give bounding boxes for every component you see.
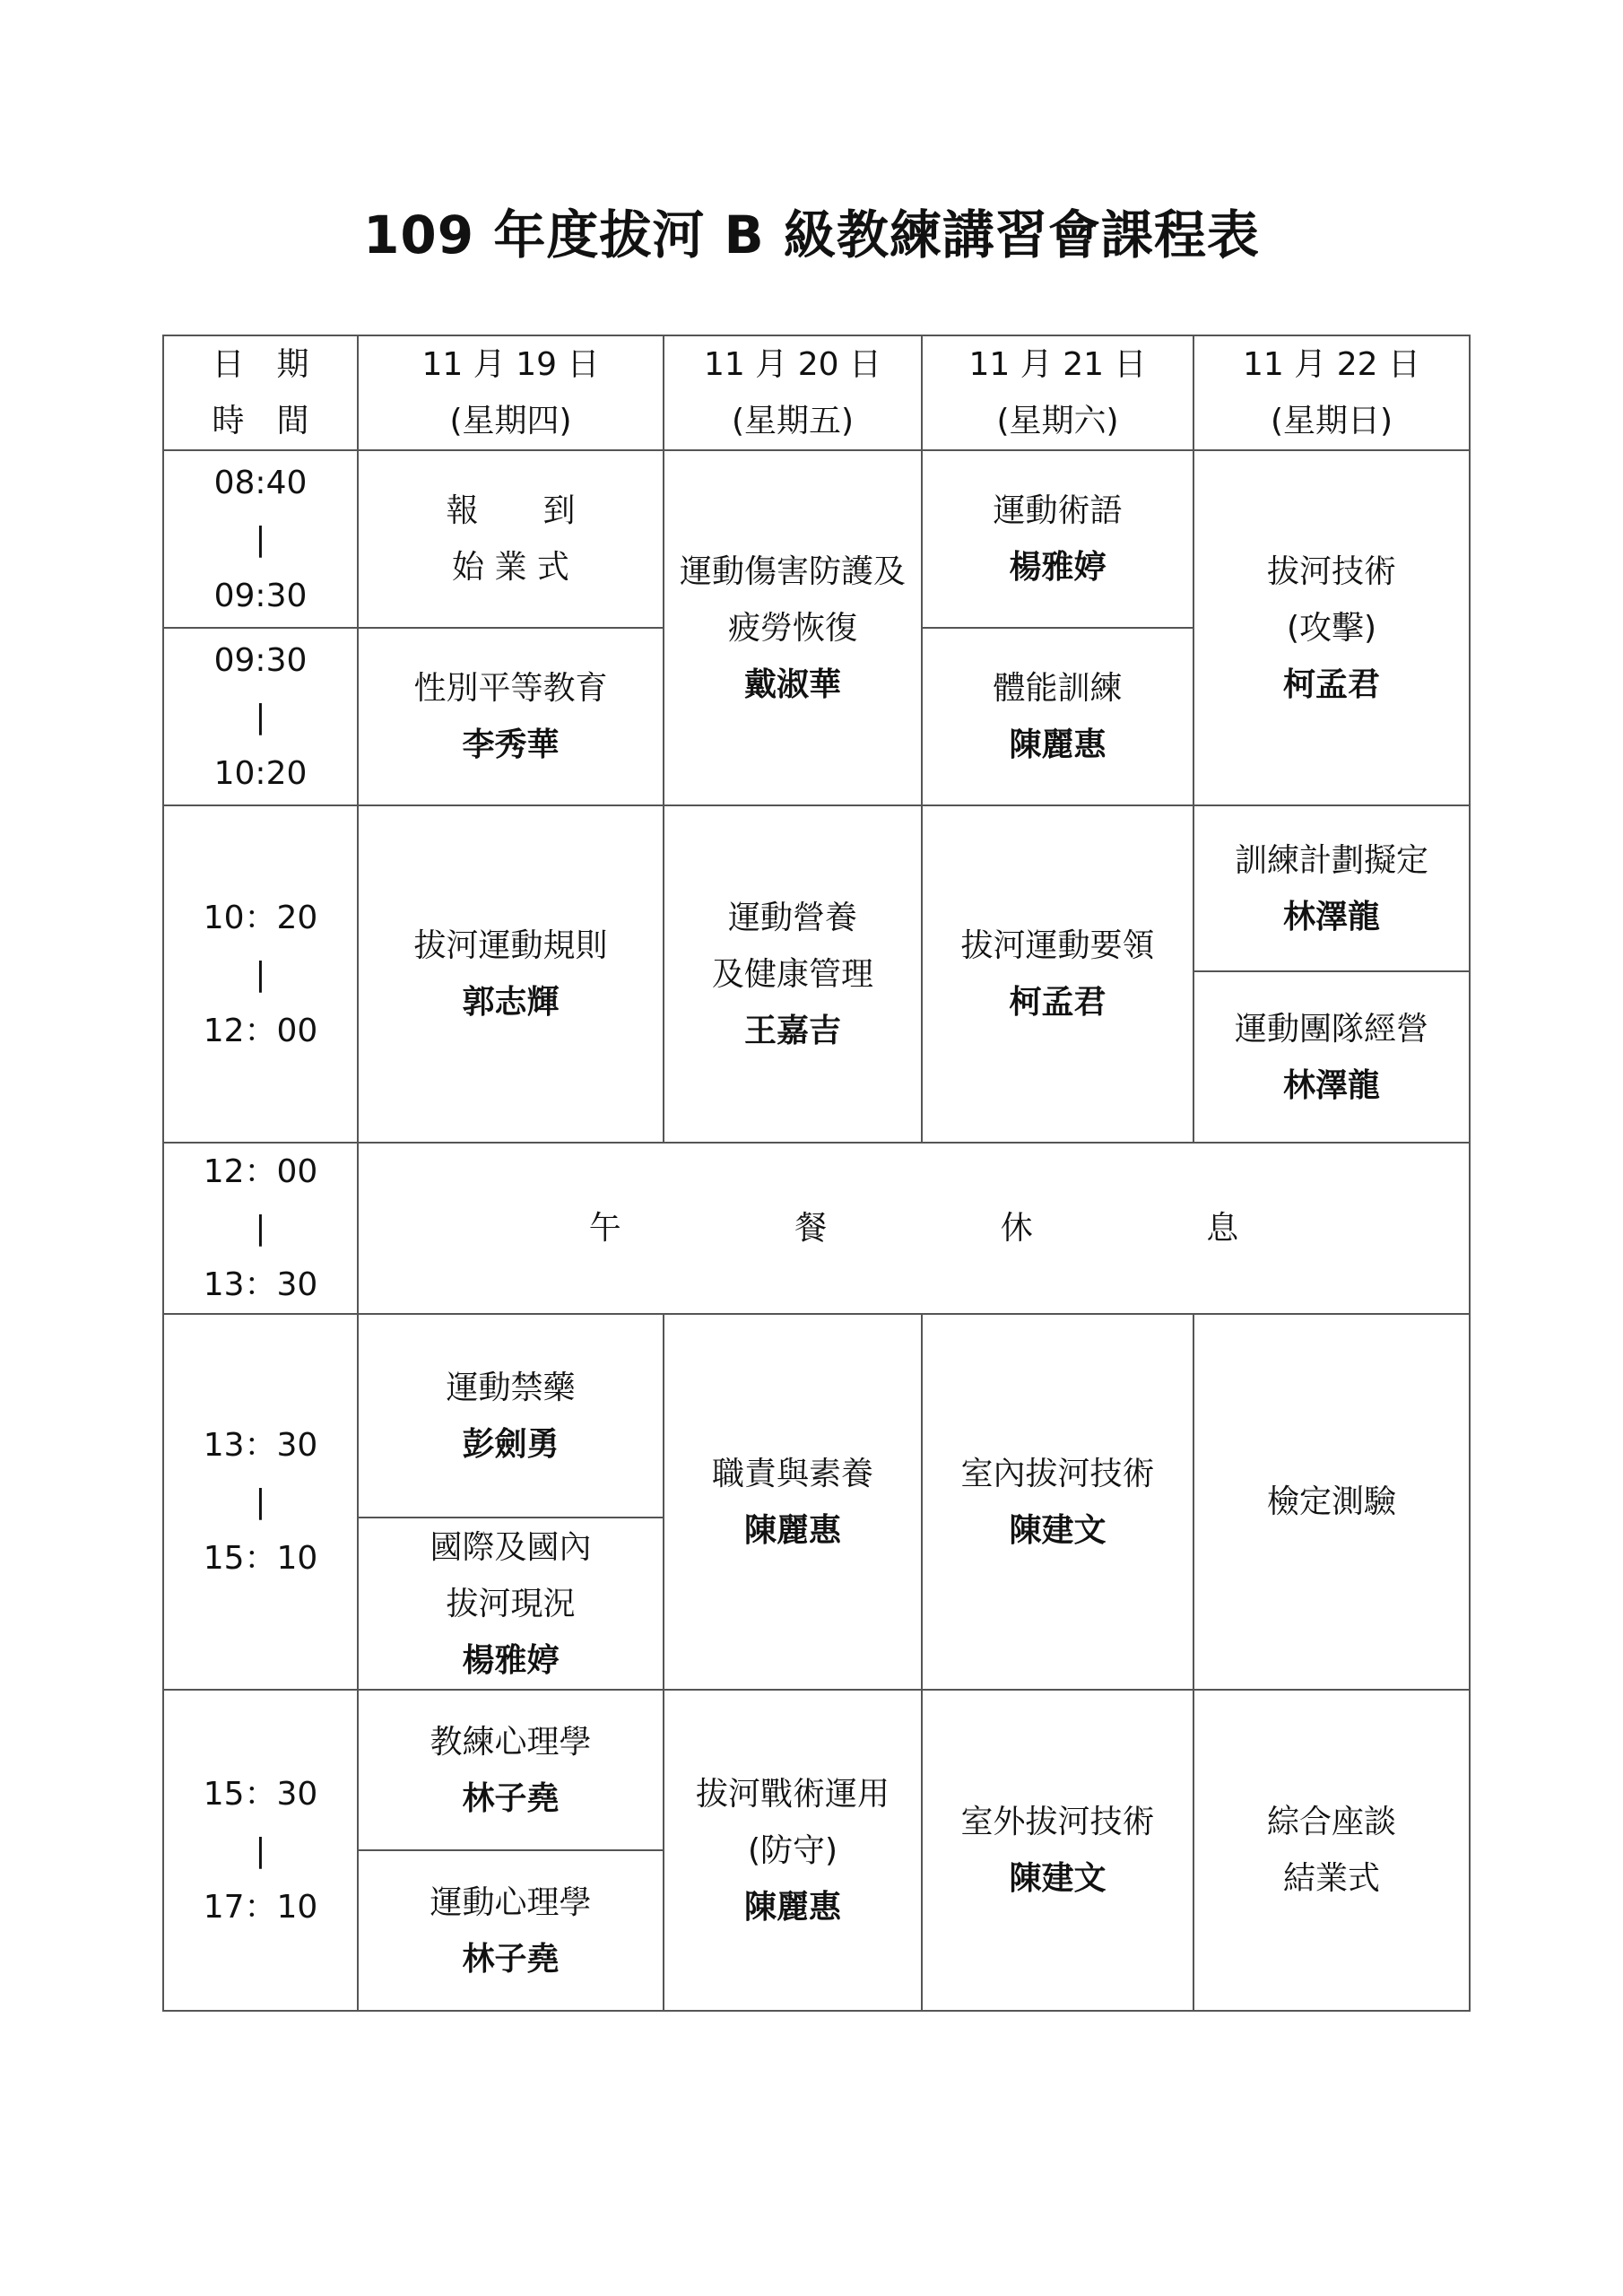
header-row <box>163 335 1470 450</box>
session-cell: 運動營養 及健康管理 王嘉吉 <box>664 805 922 1143</box>
corner-cell: 日 期 時 間 <box>163 335 358 450</box>
time-cell: 10：20 | 12：00 <box>163 805 358 1143</box>
teacher-name: 林澤龍 <box>1282 898 1380 935</box>
session-cell: 拔河運動要領 柯孟君 <box>922 805 1193 1143</box>
teacher-name: 陳麗惠 <box>743 1511 841 1549</box>
time-cell: 08:40 | 09:30 <box>163 450 358 628</box>
teacher-name: 李秀華 <box>462 726 560 763</box>
day-header-3: 11 月 21 日 (星期六) <box>922 335 1193 450</box>
teacher-name: 郭志輝 <box>462 984 560 1021</box>
session-cell: 報 到 始 業 式 <box>358 450 664 628</box>
session-cell: 職責與素養 陳麗惠 <box>664 1314 922 1690</box>
session-cell: 教練心理學 林子堯 <box>358 1690 664 1850</box>
teacher-name: 陳建文 <box>1009 1511 1107 1549</box>
session-cell: 訓練計劃擬定 林澤龍 <box>1193 805 1470 971</box>
row-0840 <box>163 450 1470 628</box>
session-cell: 體能訓練 陳麗惠 <box>922 628 1193 805</box>
lunch-cell: 午 餐 休 息 <box>358 1143 1470 1314</box>
teacher-name: 林子堯 <box>462 1940 560 1978</box>
teacher-name: 林澤龍 <box>1282 1066 1380 1104</box>
session-cell: 綜合座談 結業式 <box>1193 1690 1470 2011</box>
time-cell: 09:30 | 10:20 <box>163 628 358 805</box>
session-cell: 拔河戰術運用 (防守) 陳麗惠 <box>664 1690 922 2011</box>
day-header-1: 11 月 19 日 (星期四) <box>358 335 664 450</box>
time-cell: 12：00 | 13：30 <box>163 1143 358 1314</box>
teacher-name: 陳麗惠 <box>1009 726 1107 763</box>
teacher-name: 楊雅婷 <box>462 1641 560 1679</box>
teacher-name: 陳麗惠 <box>743 1888 841 1926</box>
page-title: 109 年度拔河 B 級教練講習會課程表 <box>363 204 1260 265</box>
schedule-table <box>162 335 1471 2012</box>
teacher-name: 王嘉吉 <box>743 1012 841 1049</box>
row-lunch <box>163 1143 1470 1314</box>
teacher-name: 彭劍勇 <box>462 1425 560 1463</box>
session-cell: 室外拔河技術 陳建文 <box>922 1690 1193 2011</box>
teacher-name: 陳建文 <box>1009 1860 1107 1897</box>
session-cell: 運動心理學 林子堯 <box>358 1850 664 2011</box>
row-1020a <box>163 805 1470 971</box>
day-header-4: 11 月 22 日 (星期日) <box>1193 335 1470 450</box>
teacher-name: 林子堯 <box>462 1779 560 1817</box>
session-cell: 室內拔河技術 陳建文 <box>922 1314 1193 1690</box>
session-cell: 運動傷害防護及 疲勞恢復 戴淑華 <box>664 450 922 805</box>
row-1530a <box>163 1690 1470 1850</box>
row-1330a <box>163 1314 1470 1518</box>
time-cell: 13：30 | 15：10 <box>163 1314 358 1690</box>
session-cell: 檢定測驗 <box>1193 1314 1470 1690</box>
session-cell: 運動禁藥 彭劍勇 <box>358 1314 664 1518</box>
session-cell: 性別平等教育 李秀華 <box>358 628 664 805</box>
session-cell: 拔河技術 (攻擊) 柯孟君 <box>1193 450 1470 805</box>
time-cell: 15：30 | 17：10 <box>163 1690 358 2011</box>
teacher-name: 柯孟君 <box>1009 984 1107 1021</box>
teacher-name: 楊雅婷 <box>1009 549 1107 586</box>
session-cell: 運動團隊經營 林澤龍 <box>1193 971 1470 1143</box>
session-cell: 運動術語 楊雅婷 <box>922 450 1193 628</box>
day-header-2: 11 月 20 日 (星期五) <box>664 335 922 450</box>
session-cell: 國際及國內 拔河現況 楊雅婷 <box>358 1518 664 1690</box>
teacher-name: 戴淑華 <box>743 665 841 703</box>
session-cell: 拔河運動規則 郭志輝 <box>358 805 664 1143</box>
teacher-name: 柯孟君 <box>1282 665 1380 703</box>
